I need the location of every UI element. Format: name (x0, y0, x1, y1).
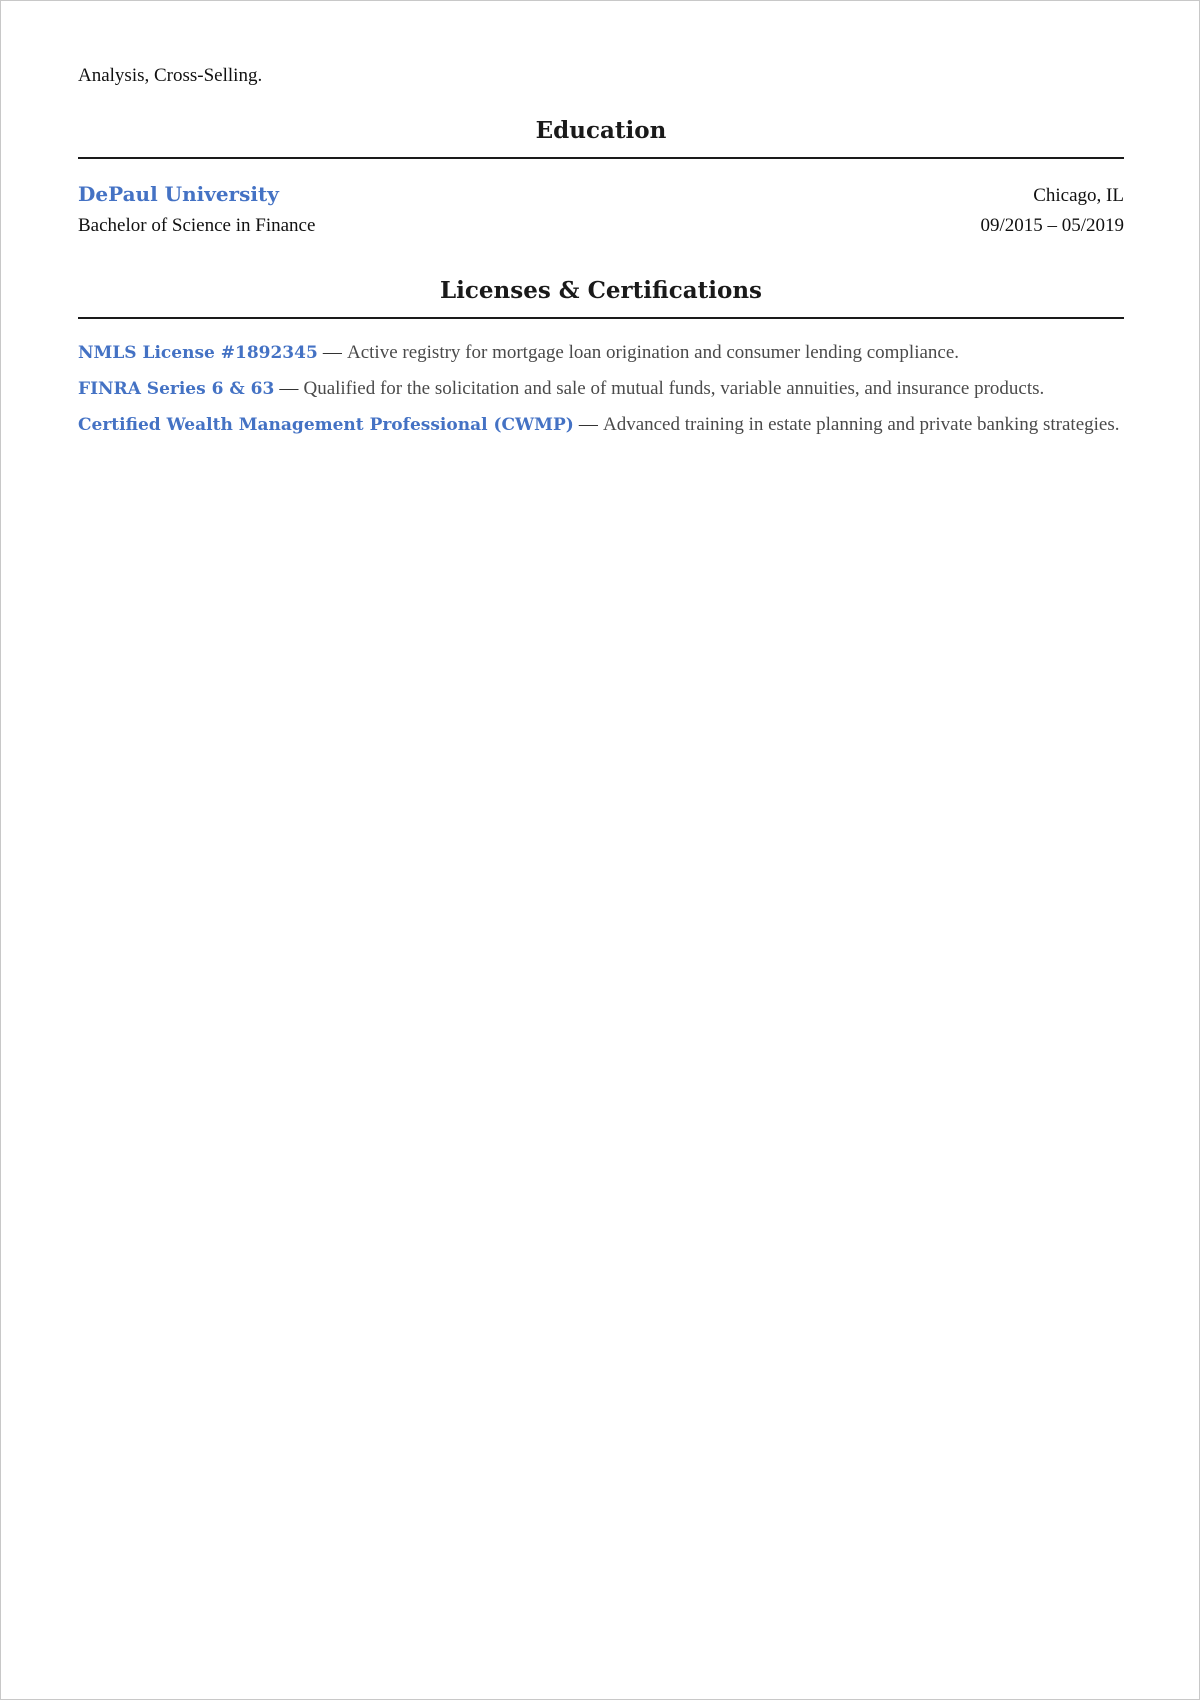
licenses-divider (78, 317, 1124, 319)
education-row-degree (78, 211, 1124, 241)
cert-item (78, 411, 1124, 439)
cert-item (78, 375, 1124, 403)
education-dates: 09/2015 – 05/2019 (980, 215, 1124, 236)
cert-name: FINRA Series 6 & 63 (78, 379, 275, 399)
resume-content (78, 61, 1124, 447)
cert-name: Certified Wealth Management Professional (CWMP) (78, 415, 574, 435)
cert-description: Qualified for the solicitation and sale of mutual funds, variable annuities, and insurance products. (303, 378, 1045, 399)
cert-description: Active registry for mortgage loan origination and consumer lending compliance. (346, 342, 960, 363)
education-entry (78, 179, 1124, 241)
licenses-heading: Licenses & Certifications (440, 277, 762, 304)
education-row-school (78, 179, 1124, 211)
cert-description: Advanced training in estate planning and private banking strategies. (602, 414, 1120, 435)
education-heading: Education (535, 117, 667, 144)
skills-continuation-text: Analysis, Cross-Selling. (78, 65, 263, 86)
school-location: Chicago, IL (1033, 185, 1124, 206)
cert-list (78, 339, 1124, 439)
cert-name: NMLS License #1892345 (78, 343, 318, 363)
cert-separator: — (322, 342, 342, 363)
cert-item (78, 339, 1124, 367)
education-section (78, 111, 1124, 241)
education-divider (78, 157, 1124, 159)
school-name: DePaul University (78, 182, 279, 206)
degree-name: Bachelor of Science in Finance (78, 215, 316, 236)
licenses-section (78, 271, 1124, 439)
cert-separator: — (279, 378, 299, 399)
cert-separator: — (578, 414, 598, 435)
